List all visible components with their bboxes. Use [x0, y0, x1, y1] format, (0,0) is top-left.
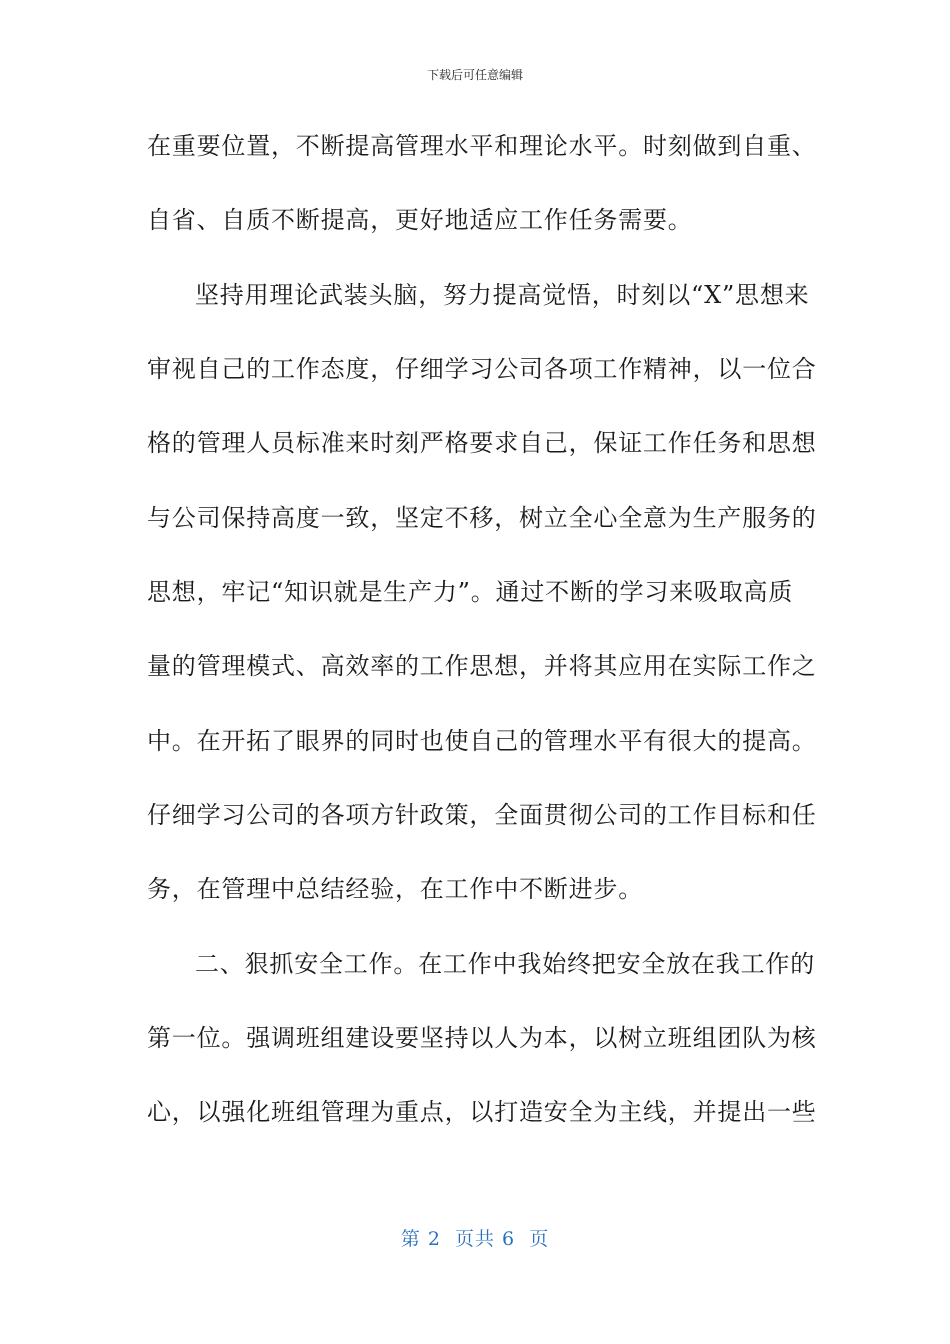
body-line: 第一位。强调班组建设要坚持以人为本，以树立班组团队为核 — [147, 1024, 817, 1052]
body-line: 心，以强化班组管理为重点，以打造安全为主线，并提出一些 — [147, 1098, 817, 1126]
body-line: 思想，牢记“知识就是生产力”。通过不断的学习来吸取高质 — [147, 578, 794, 606]
body-line: 务，在管理中总结经验，在工作中不断进步。 — [147, 875, 643, 903]
paragraph-start-line: 坚持用理论武装头脑，努力提高觉悟，时刻以“X”思想来 — [195, 281, 810, 309]
paragraph-start-line: 二、狠抓安全工作。在工作中我始终把安全放在我工作的 — [195, 950, 815, 978]
body-line: 与公司保持高度一致，坚定不移，树立全心全意为生产服务的 — [147, 504, 817, 532]
body-line: 量的管理模式、高效率的工作思想，并将其应用在实际工作之 — [147, 652, 817, 680]
body-line: 审视自己的工作态度，仔细学习公司各项工作精神，以一位合 — [147, 355, 817, 383]
body-line: 格的管理人员标准来时刻严格要求自己，保证工作任务和思想 — [147, 429, 817, 457]
body-line: 中。在开拓了眼界的同时也使自己的管理水平有很大的提高。 — [147, 727, 817, 755]
body-line: 自省、自质不断提高，更好地适应工作任务需要。 — [147, 206, 693, 234]
page-number-footer: 第 2 页共 6 页 — [400, 1228, 550, 1250]
body-line: 在重要位置，不断提高管理水平和理论水平。时刻做到自重、 — [147, 132, 817, 160]
page-header: 下载后可任意编辑 — [426, 68, 523, 82]
body-line: 仔细学习公司的各项方针政策，全面贯彻公司的工作目标和任 — [147, 801, 817, 829]
